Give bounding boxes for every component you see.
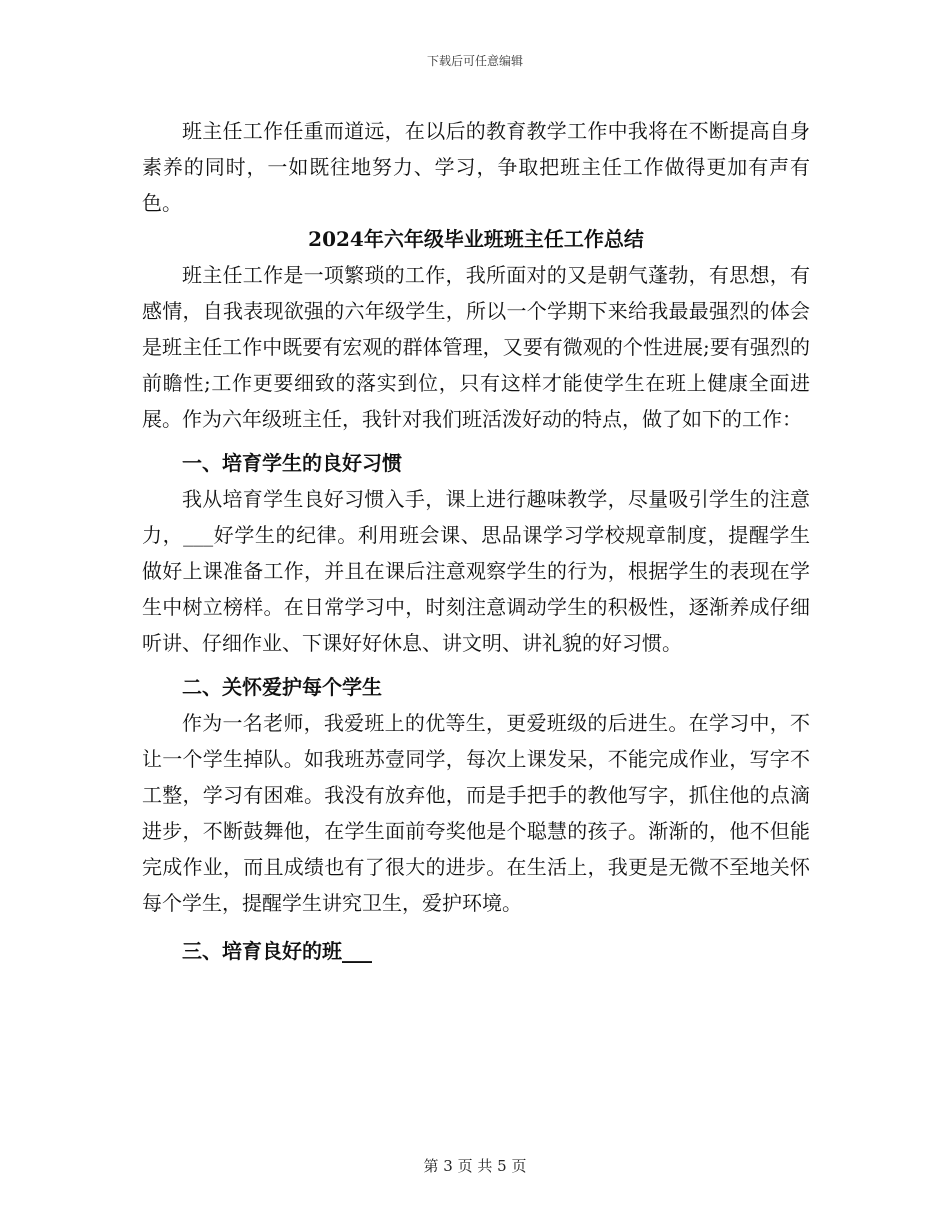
document-body (142, 113, 810, 969)
intro-paragraph: 班主任工作任重而道远，在以后的教育教学工作中我将在不断提高自身素养的同时，一如既往地努力、学习，争取把班主任工作做得更加有声有色。 (142, 119, 810, 215)
habits-paragraph: 我从培育学生良好习惯入手，课上进行趣味教学，尽量吸引学生的注意力，___好学生的纪律。利用班会课、思品课学习学校规章制度，提醒学生做好上课准备工作，并且在课后注意观察学生的行为，根据学生的表现在学生中树立榜样。在日常学习中，时刻注意调动学生的积极性，逐渐养成仔细听讲、仔细作业、下课好好休息、讲文明、讲礼貌的好习惯。 (142, 487, 810, 655)
document-title: 2024年六年级毕业班班主任工作总结 (308, 227, 644, 251)
care-paragraph: 作为一名老师，我爱班上的优等生，更爱班级的后进生。在学习中，不让一个学生掉队。如我班苏壹同学，每次上课发呆，不能完成作业，写字不工整，学习有困难。我没有放弃他，而是手把手的教他写字，抓住他的点滴进步，不断鼓舞他，在学生面前夸奖他是个聪慧的孩子。渐渐的，他不但能完成作业，而且成绩也有了很大的进步。在生活上，我更是无微不至地关怀每个学生，提醒学生讲究卫生，爱护环境。 (142, 711, 810, 915)
page-header: 下载后可任意编辑 (426, 54, 523, 68)
section-heading-habits: 一、培育学生的良好习惯 (182, 451, 402, 475)
page-number: 第 3 页 共 5 页 (423, 1157, 527, 1175)
overview-paragraph: 班主任工作是一项繁琐的工作，我所面对的又是朝气蓬勃，有思想，有感情，自我表现欲强的六年级学生，所以一个学期下来给我最最强烈的体会是班主任工作中既要有宏观的群体管理，又要有微观的个性进展;要有强烈的前瞻性;工作更要细致的落实到位，只有这样才能使学生在班上健康全面进展。作为六年级班主任，我针对我们班活泼好动的特点，做了如下的工作： (142, 263, 810, 431)
section-heading-class: 三、培育良好的班___ (182, 939, 372, 963)
section-heading-care: 二、关怀爱护每个学生 (182, 675, 382, 699)
